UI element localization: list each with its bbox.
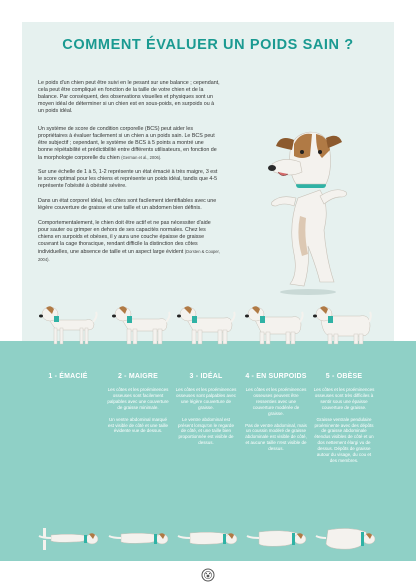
category-description: Pas de ventre abdominal, mais un coussin modéré de graisse abdominale est visible de côté, et aucune taille n'est visible de dessus. [245, 422, 307, 452]
dog-thin-side-illustration [111, 300, 171, 348]
intro-paragraph: Un système de score de condition corporelle (BCS) peut aider les propriétaires à évaluer facilement si un chien a un poids sain. Le BCS peut être subjectif ; cependant, le système de BCS à 5 points a montré une bonne répétabilité et prédictibilité entre différents utilisateurs, en fonction de la morphologie corporelle du chien (German et al., 2006). [38, 126, 217, 162]
citation: (Dorsten & Cooper, 2004). [38, 249, 220, 263]
category-title: 1 - ÉMACIÉ [48, 373, 88, 380]
dog-ideal-top-illustration [176, 524, 238, 554]
dog-thin-top-illustration [107, 524, 169, 554]
category-ideal [173, 373, 239, 452]
jumping-dog-illustration [250, 106, 360, 296]
category-description: Le ventre abdominal est présent lorsqu'on le regarde de côté, et une taille bien proportionnée est visible de dessus. [178, 416, 234, 446]
intro-paragraph: Dans un état corporel idéal, les côtes sont facilement identifiables avec une légère couverture de graisse et une taille et un abdomen bien définis. [38, 198, 217, 212]
category-description: Les côtes et les proéminences osseuses peuvent être ressenties avec une couverture modérée de graisse. [245, 387, 307, 416]
category-emaciated [35, 373, 101, 387]
dog-emaciated-side-illustration [38, 300, 98, 348]
dog-ideal-side-illustration [176, 300, 236, 348]
dog-emaciated-top-illustration [37, 524, 99, 554]
category-description: Les côtes et les proéminences osseuses sont facilement palpables avec une couverture de graisse minimale. [107, 387, 169, 410]
dog-overweight-side-illustration [244, 300, 304, 348]
category-description: Un ventre abdominal marqué est visible de côté et une taille évidente vue de dessus. [107, 416, 169, 434]
category-thin [105, 373, 171, 440]
category-overweight [243, 373, 309, 458]
dog-obese-top-illustration [314, 524, 376, 554]
citation: (German et al., 2006). [121, 155, 162, 161]
intro-paragraph: Le poids d'un chien peut être suivi en le pesant sur une balance ; cependant, cela peut être compliqué en fonction de la taille de votre chien et de la balance. Par conséquent, des observations visuelles et physiques sont un moyen idéal de déterminer si un chien est en sous-poids, en surpoids ou à un poids idéal. [38, 80, 220, 115]
category-title: 2 - MAIGRE [117, 373, 159, 380]
dog-overweight-top-illustration [245, 524, 307, 554]
page-title: COMMENT ÉVALUER UN POIDS SAIN ? [62, 37, 354, 53]
category-description: Graisse ventrale pendulaire proéminente avec des dépôts de graisse abdominale étendus visibles de côté et un dos nettement élargi vu de dessus. Dépôts de graisse autour du visage, du cou et des membres. [314, 416, 374, 463]
brand-logo-icon [201, 568, 215, 582]
category-description: Les côtes et les proéminences osseuses sont très difficiles à sentir sous une épaisse couverture de graisse. [313, 387, 375, 410]
intro-paragraph: Sur une échelle de 1 à 5, 1-2 représente un état émacié à très maigre, 3 est le score optimal pour les chiens et représente un poids idéal, tandis que 4-5 représente l'obésité à obésité sévère. [38, 169, 218, 190]
intro-paragraph: Comportementalement, le chien doit être actif et ne pas nécessiter d'aide pour sauter ou grimper en dehors de ses capacités normales. Chez les chiens en surpoids et obèses, il y aura une couche épaisse de graisse couvrant la cage thoracique, rendant difficile la distinction des côtes individuelles, une absence de taille et un aspect large évident (Dorsten & Cooper, 2004). [38, 220, 220, 263]
category-title: 5 - OBÈSE [325, 373, 363, 380]
category-title: 4 - EN SURPOIDS [245, 373, 307, 380]
dog-obese-side-illustration [312, 300, 372, 348]
category-title: 3 - IDÉAL [189, 373, 223, 380]
category-description: Les côtes et les proéminences osseuses sont palpables avec une légère couverture de graisse. [175, 387, 237, 410]
category-obese [311, 373, 377, 470]
